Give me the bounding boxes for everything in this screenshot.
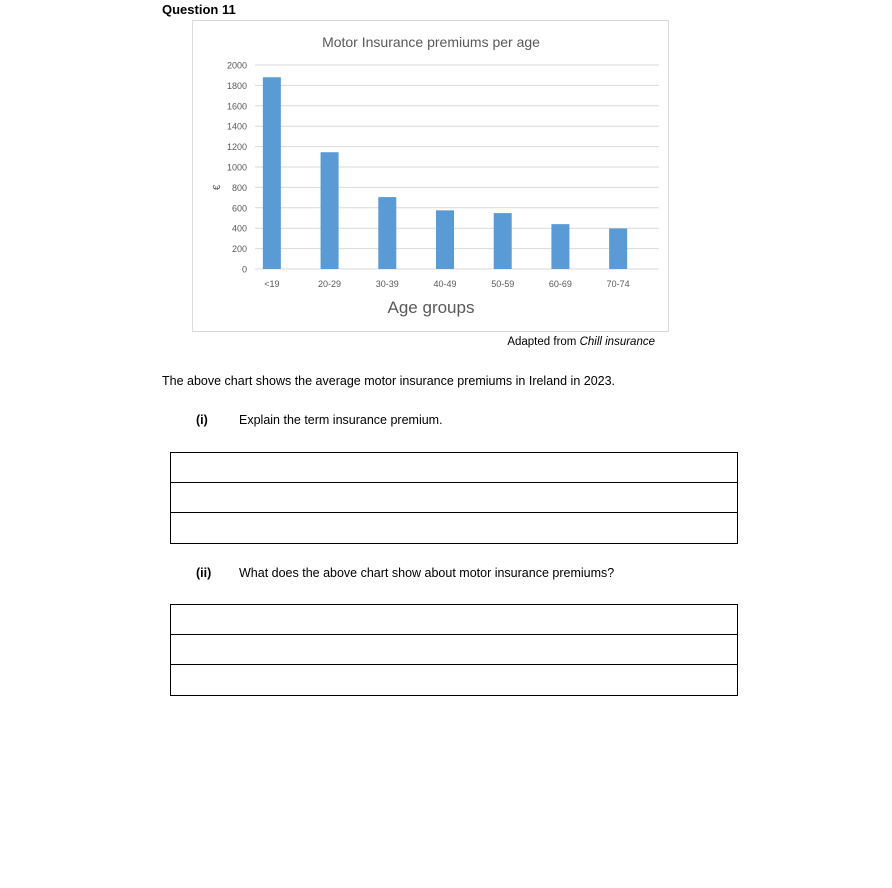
bar — [436, 210, 454, 269]
y-tick-label: 2000 — [226, 60, 247, 71]
answer-box-part-ii[interactable] — [170, 604, 738, 696]
y-tick-label: 1200 — [226, 142, 247, 153]
y-tick-label: 400 — [231, 223, 247, 234]
chart-title: Motor Insurance premiums per age — [322, 34, 540, 50]
bar — [378, 197, 396, 269]
chart-source — [507, 336, 655, 348]
question-title: Question 11 — [162, 2, 236, 17]
bar — [494, 213, 512, 269]
bar — [551, 224, 569, 269]
part-i-number: (i) — [196, 413, 208, 427]
x-tick-label: 30-39 — [375, 279, 399, 289]
answer-line[interactable] — [171, 635, 737, 665]
x-tick-label: 40-49 — [433, 279, 457, 289]
y-tick-label: 1400 — [226, 121, 247, 132]
x-tick-label: 20-29 — [318, 279, 342, 289]
bar-chart — [192, 20, 669, 332]
question-intro: The above chart shows the average motor insurance premiums in Ireland in 2023. — [162, 374, 616, 388]
source-name: Chill insurance — [579, 336, 655, 348]
part-ii-number: (ii) — [196, 566, 212, 580]
y-tick-label: 1800 — [226, 80, 247, 91]
y-axis-label: € — [212, 184, 223, 191]
y-tick-label: 800 — [231, 182, 247, 193]
y-tick-label: 1600 — [226, 101, 247, 112]
answer-box-part-i[interactable] — [170, 452, 738, 544]
bar — [609, 228, 627, 269]
bar — [263, 77, 281, 269]
x-tick-label: <19 — [264, 279, 280, 289]
part-i-text: Explain the term insurance premium. — [239, 413, 443, 427]
y-tick-label: 0 — [241, 264, 247, 275]
answer-line[interactable] — [171, 483, 737, 513]
x-axis-label: Age groups — [387, 298, 475, 317]
x-tick-label: 50-59 — [491, 279, 515, 289]
y-tick-label: 600 — [231, 203, 247, 214]
x-tick-label: 60-69 — [548, 279, 572, 289]
y-tick-label: 1000 — [226, 162, 247, 173]
answer-line[interactable] — [171, 453, 737, 483]
part-ii-text: What does the above chart show about motor insurance premiums? — [239, 566, 615, 580]
answer-line[interactable] — [171, 665, 737, 695]
answer-line[interactable] — [171, 513, 737, 543]
chart-svg — [193, 21, 670, 333]
source-prefix: Adapted from — [507, 336, 580, 348]
x-tick-label: 70-74 — [606, 279, 630, 289]
y-tick-label: 200 — [231, 244, 247, 255]
bar — [321, 152, 339, 269]
answer-line[interactable] — [171, 605, 737, 635]
